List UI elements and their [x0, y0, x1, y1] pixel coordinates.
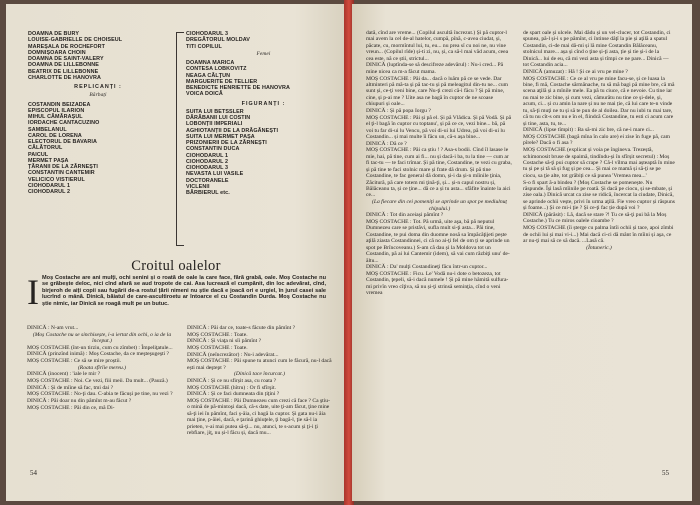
cast-member: MARGUERITE DE TELLIER [186, 78, 258, 85]
right-dialogue-column-2 [523, 30, 675, 251]
cast-member: DREGĂTORUL MOLDAV [186, 37, 250, 44]
left-dialogue-column-2 [187, 325, 332, 437]
dialogue-line: DINICĂ (amuzat) : Hă ! Și ce ai vru pe mine ? [523, 68, 628, 75]
dialogue-line: DINICĂ (prinzînd inimă) : Moș Costache, da ce meşteşugeşti ? [27, 351, 169, 358]
dialogue-line: MOȘ COSTACHE : Ce să se mire proștii. [27, 358, 122, 365]
dialogue-line: MOȘ COSTACHE : No-ţi dau. C-abia te făcuși pe tine, nu vezi ? [27, 391, 173, 398]
cast-member: CHARLOTTE DE HANOVRA [28, 74, 101, 81]
cast-member: TITI COPILUL [186, 43, 222, 50]
cast-member: BENEDICTE HENRIETTE DE HANOVRA [186, 85, 290, 91]
cast-member: MERMET PAȘA [28, 157, 69, 164]
cast-member: NEVASTA LUI VASILE [186, 171, 244, 178]
dialogue-line: MOȘ COSTACHE : Păi din ce, mă Di- [27, 404, 115, 411]
cast-group-extra [186, 31, 341, 50]
cast-member: PAICUL [28, 151, 49, 158]
dialogue-line: MOȘ COSTACHE (înt-un tirziu, cum cu zîmbet) : Împeliţatule... [27, 344, 173, 351]
dialogue-line: MOȘ COSTACHE : Tot. Pă urmă, uite aşa, bă pă neputul Dumnezeu care se pristăvi, sufla mult si-ţi asta... Păi tine, Costandine, te pui doma din duomne nosă sa împăcăţijeti pește aţilă ziasta Costandinnei, ci că no ai-ţi fel de om ți se aprinde un spot pe Brîncoveanu.) S-am că dau și la Moldova tot un Costandin, pă ai lui Cantemir (idem), să vai cum răzbiţi unu' de-ăltu... [366, 218, 510, 264]
cast-member: DOAMNA DE SAINT-VALERY [28, 56, 104, 62]
cast-member: DOAMNA DE LILLEBONNE [28, 62, 99, 69]
dialogue-line: MOȘ COSTACHE : Păi și pă el. Și pă Vlădica. Și pă Vodă. Și pă el ţi-l bagă în cuptor cu toptanu', și pă ce ce, vezi bine... bă, pă voi tu far di-ui lu Vencu, pă voi di-ui lui Udrea, pă voi di-ui lu Costandin... și mai multe îi făcu un, că-s așa bine... [366, 114, 512, 140]
dialogue-line: MOȘ COSTACHE : Ficu. Le' Vodă nu-i dote o betozeza, tot Costandin, ţepeli, să-i dacă numele ! Și pă mine hămită sulfura-mi privîn vreo cîţiva, să nu și-ţi strinsă seminţia, cînd o veni vremea [366, 270, 509, 297]
cast-member: DOAMNA MARICA [186, 60, 235, 66]
cast-member: CONSTANTIN CANTEMIR [28, 170, 95, 177]
left-page [6, 4, 346, 501]
cast-member: VELICICO VISTIERUL [28, 176, 85, 183]
cast-group-men [28, 102, 168, 196]
page-number-right: 55 [662, 469, 669, 477]
replicanti-heading: REPLICANȚI : [74, 84, 122, 90]
cast-member: BEATRIX DE LILLEBONNE [28, 68, 99, 75]
cast-member: CONSTANTIN DUCA [186, 146, 240, 153]
dialogue-line: DINICĂ : Păi dar ce, toate-s făcute din pămînt ? [187, 325, 296, 331]
dialogue-line: DINICĂ : Și ce faci dumneata din țiţini ? [187, 391, 280, 398]
cast-member: EPISCOPUL ILARION [28, 107, 85, 114]
figuranti-heading: FIGURANȚI : [241, 100, 286, 107]
left-dialogue-column-1 [27, 325, 177, 411]
stage-direction: (Dinică tace încurcat.) [234, 371, 285, 378]
cast-member: MIHUL CĂMĂRAȘUL [28, 114, 83, 120]
dialogue-line: DINICĂ : N-am vrut... [27, 325, 79, 331]
cast-divider-tick-top [176, 32, 184, 33]
cast-member: LOUISE-GABRIELLE DE CHOISEUL [28, 37, 123, 44]
cast-member: PRIZONIERII DE LA ZĂRNEȘTI [186, 140, 267, 146]
dialogue-line: MOȘ COSTACHE (îi șterge cu palma întîi ochii și tace, apoi zîmbi de ochii lui și mai vi-i...) Mai dacă ci-ci dă mânt în mîini și aşa, ce ar nu-ţi mai să ce să dacă. ...Lasă că. [523, 225, 674, 244]
cast-member: SUITA LUI BETSSLER [186, 108, 244, 115]
dialogue-line: DINICĂ : Păi doar nu din pămînt m-au făcut ? [27, 397, 132, 404]
cast-group-figuranti [186, 109, 341, 197]
dialogue-line: MOȘ COSTACHE : Păi da... dacă o luăm pă ce se vede. Dar altminteri pă mă-ta și pă tac-tu și pă meleagitul din-tu ne... cum sunt și, ce-ţi veni bine, care Nu-ţi crezi că-i făcu ? Și pă mine, cine, și p-ai me ? Uite asa ne bagă în cuptor de ne scoase chiupuri și oale... [366, 75, 508, 108]
play-title: Croitul oalelor [131, 258, 221, 274]
cast-member: IORDACHE CANTACUZINO [28, 120, 100, 127]
dialogue-line: DINICĂ : Da' mulţi Costandineţi făcu într-un cuptor... [366, 264, 488, 271]
cast-divider-tick-bottom [176, 245, 184, 246]
cast-member: CIOHODARUL 3 [186, 31, 229, 37]
dialogue-line: DINICĂ (inocent) : 'iale le mir ? [27, 371, 101, 378]
cast-member: CĂLĂTORUL [28, 145, 63, 152]
dialogue-line: DINICĂ (părăsit) : Lă, dacă se stare ?! Tu ce să-ţi pui bă la Moș Costache.) Tu ce miros oalele cioambe ? [523, 212, 667, 225]
dialogue-line: MOȘ COSTACHE : Toate. [187, 344, 248, 351]
cast-member: CONTESA LOBKOVITZ [186, 66, 247, 73]
cast-member: CIOHODARUL 2 [186, 158, 229, 165]
stage-direction: (Moș Costache nu se sinchisește, i-a iertat din ochi, o ia de la început.) [32, 331, 172, 345]
cast-list-right [186, 31, 341, 196]
dialogue-line: DINICĂ (luptînda-se să descifreze adevărul) : Nu-i cred... Pă mine nicea ca m-a făcut mama. [366, 62, 504, 75]
dialogue-line: MOȘ COSTACHE : Noi. Ce vezi, fiii meii. Da mult... (Pauză.) [27, 377, 168, 384]
cast-divider-vertical [176, 32, 177, 246]
cast-member: SUITA LUI MERMET PAȘA [186, 133, 255, 140]
dialogue-line: DINICĂ : Și de mîine să fac, tmi dai ? [27, 384, 114, 391]
dialogue-line: DINICĂ : Tot din aceiași pămînt ? [366, 212, 444, 219]
cast-member: DĂRĂBANII LUI COSTIN [186, 115, 251, 121]
dialogue-line: de spart oale și ulcele. Mai dădu și un vel-clucer, tot Costandin, ci spunea, pă-l și-i s pe pămînt, ci întinse dăţî la pie și aţilă a spatul Costandin, ci-de mai dă-mi și lă mine Costandin Bălăceanu, stolnicul mare... așa și cînd o ţine și-ţi asta, ție și tie și-i de la Dinică... lui de eu, că mi vezi asta și tîmpi ce ne pare... Dinică — tot Costandin acia... [523, 30, 671, 69]
cast-group-women-2 [186, 60, 341, 98]
cast-member: VOICA DOICĂ [186, 91, 223, 98]
cast-group-women [28, 31, 168, 81]
cast-member: DOCTORANELE [186, 177, 229, 184]
dialogue-line: MOȘ COSTACHE : Toate. [187, 331, 248, 338]
cast-member: COSTANDIN BEIZADEA [28, 101, 91, 108]
replicanti-subheading: Bărbați [89, 92, 107, 99]
dialogue-line: dată, cînd are vreme... (Copilul ascultă încrezut.) Și pă cuptor-l mai avem la cel de-al hatelor, cumpă, pînă, c-avea ciudat, și, păcate, cu, mormîntul lui, tu, eu... nu prea sî cu noi ne, nu vine vreun... (Copilul rîde) și-ti zi, nu, și, ca să-l mai văd acum, ceea cea este, nă ce știi, strictul... [366, 30, 509, 62]
cast-member: AGHIOTANȚII DE LA DRĂGĂNEȘTI [186, 127, 279, 134]
stage-direction: (La fiecare din cei pomeniți se aprinde un spot pe mediulnuț chipului.) [372, 199, 507, 212]
cast-member: CIOHODARUL 3 [186, 165, 229, 171]
cast-member: ELECTORUL DE BAVARIA [28, 139, 97, 145]
dialogue-line: MOȘ COSTACHE : Ce ce al vru pe mine facu-se, și ce luasa la bine, fi mă, Costache sărmănache, tu să mă bagi pă mine bre, că mă scena aţilă și a mînile mele. Ea pă tu ciuce, că e nevoie. Cu tine iar nu mai te zic bine, și cum vezi, cămurătu nu tine ce și-dele, și, acum, ci... și cu amin la nare și nu ne mai ție, că lui care te-n vinde tu, să-ţi muţi ne tu și să te pun de al doilea. Dar nu iubi tu mai tare, că tu nu cît-s om nu e în el, fiindcă Costandine, tu esti ci acum care și tine, asta, tu, te... [523, 75, 675, 127]
dialogue-line: DINICĂ (lipse tîmpit) : Ba să-mi zic bre, că ne-i mare ci... [523, 127, 654, 134]
femei-label: Femei [256, 50, 271, 57]
dialogue-line: MOȘ COSTACHE : Păi Dumnezeu cum crezi că face ? Ca ştiu-o mină de pă-mintoşi dacă, că-s date, uite ţi-am făcut, ţine mine să-ţi iei în pămînt, faci ș-ăia, ci bagă la cuptor. Și gata nu-i ăia mai ţine, p-ăiei, dacă, e ţarină ghiuţele, ţi bagă-l, ţie să-l ia prieten, v-ai mai putea să-ţi... nu, atunci, te s-acum și ţi-i ţi rebfiare, jiţ, nu și-l făcu și, dacă mu... [187, 397, 330, 437]
right-page [352, 4, 692, 501]
dialogue-line: MOȘ COSTACHE (hîtru) : Or fi sfîrşit. [187, 384, 276, 391]
cast-member: ȚĂRANII DE LA ZĂRNEȘTI [28, 164, 98, 170]
cast-list-left [28, 31, 168, 195]
dialogue-line: MOȘ COSTACHE : Păi ca știu ! ? Asa-s bodii. Cînd îl lasase le mie, hai, pă tine, cum ai fi... nu și dacă-i ba, tu la tine — cum ar fi tac-tu — te faci trîmar. Și pă tine, Costandine, te vezi cu graba, și pă tine te faci stolnic mare și frate dă drum. Și pă tine Costandine, te fac general dă domn, și-i da și-n mîinile ţinia, Zăcitură, pă care totem mi ţină-ţi, și... și-n capul nostru și, Bălăceanu ta, și ce ţine... dă ce a și tu asta... sfăfite înainte la aici ce... [366, 147, 512, 199]
dialogue-line: DINICĂ : Și viaţa ni sîi pămînt ? [187, 338, 262, 345]
cast-member: DOMNIȘOARA CHOIN [28, 49, 86, 56]
intro-paragraph: Moș Costache are ani mulți, ochi senini și o roată de oale la care face, fără grabă, oale. Moș Costache nu se grăbește deloc, nici cînd afară se aud tropote de cai. Asa lucrează el cumpănit, din loc adevărat, cînd, birjeroh de aiți copii sau fugării de-a rostul țării nimeni nu știe dacă e joacă ori e urgiel, în jurul casei sale lucrînd o mână. Dinică, băiatul de care-ascultiroetu ar întoarce el cu Costandin Durda. Moș Costache nu știe nimic, iar Dinică se roagă mult pe un butuc. [42, 275, 326, 307]
cast-member: BĂRBIERUL etc. [186, 190, 230, 196]
dialogue-line: DINICĂ : Și ce nu sfirșit asa, cu roata ? [187, 377, 277, 384]
dialogue-line: S-o fi spart ă-a bindea ? (Moș Costache se pomenește. Nu răspunde. Își lasă mîinile pe roată. Și dacă pe ciocu, și se-mbate, și zise oala.) Dinică urcat ca zise se ridică, încercat la ciudate, Dinică, se aprinde ochii vește, privi în urma aţilă. Fie vreo cuptor și răspuns și foame...) Și ce mi-i ţie ? Și ce-ţi fac ție după voi ? [523, 179, 675, 212]
drop-cap-letter: I [27, 272, 39, 312]
cast-member: CIOHODARUL 1 [186, 152, 229, 159]
stage-direction: (Roata sfîrîie mereu.) [77, 364, 127, 371]
cast-member: CAROL DE LORENA [28, 132, 82, 139]
dialogue-line: DINICĂ : Și pă popa Iorgu ? [366, 108, 431, 114]
cast-member: DOAMNA DE BURY [28, 31, 80, 37]
dialogue-line: MOȘ COSTACHE (bagă mîna în calo are) ei zise în fuge pă, cam pîrele? Dacă o fi asa ? [523, 134, 670, 147]
cast-member: CIOHODARUL 2 [28, 189, 71, 195]
stage-direction: (Întuneric.) [586, 244, 612, 251]
dialogue-line: DINICĂ : Dă ce ? [366, 140, 407, 147]
dialogue-line: DINICĂ (neîncrezător) : Nu-i adevărat... [187, 351, 279, 358]
cast-member: LOBONȚII IMPERIALI [186, 121, 243, 128]
cast-member: SAMBELANUL [28, 126, 67, 133]
right-dialogue-column-1 [366, 30, 513, 297]
dialogue-line: MOȘ COSTACHE : Păi spune tu atunci cum le făcură, nu-l dacă ești mai deştept ? [187, 358, 332, 371]
cast-member: CIOHODARUL 1 [28, 182, 71, 189]
cast-member: NEAGA CĂLŢUN [186, 72, 231, 79]
dialogue-line: MOȘ COSTACHE (explicat și voia pe îngineva. Trezeștă, schimonosit bruse de spaimă, tindîndu-și în sfîrșit secretul) : Moș Costache să-ţi pui cuptor să crape ? Că-l vîlma mai așteaptă în mine tu și pe și tă să și fug și pe cea... Și mai ce mamă și să-ţi se pe ciocu, sa ţie alte, tot grăbiți ce să punea 'Vremea mea...' [523, 147, 675, 179]
cast-member: VICLENII [186, 183, 210, 190]
page-number-left: 54 [30, 469, 37, 477]
cast-member: MAREȘALA DE ROCHEFORT [28, 43, 106, 50]
